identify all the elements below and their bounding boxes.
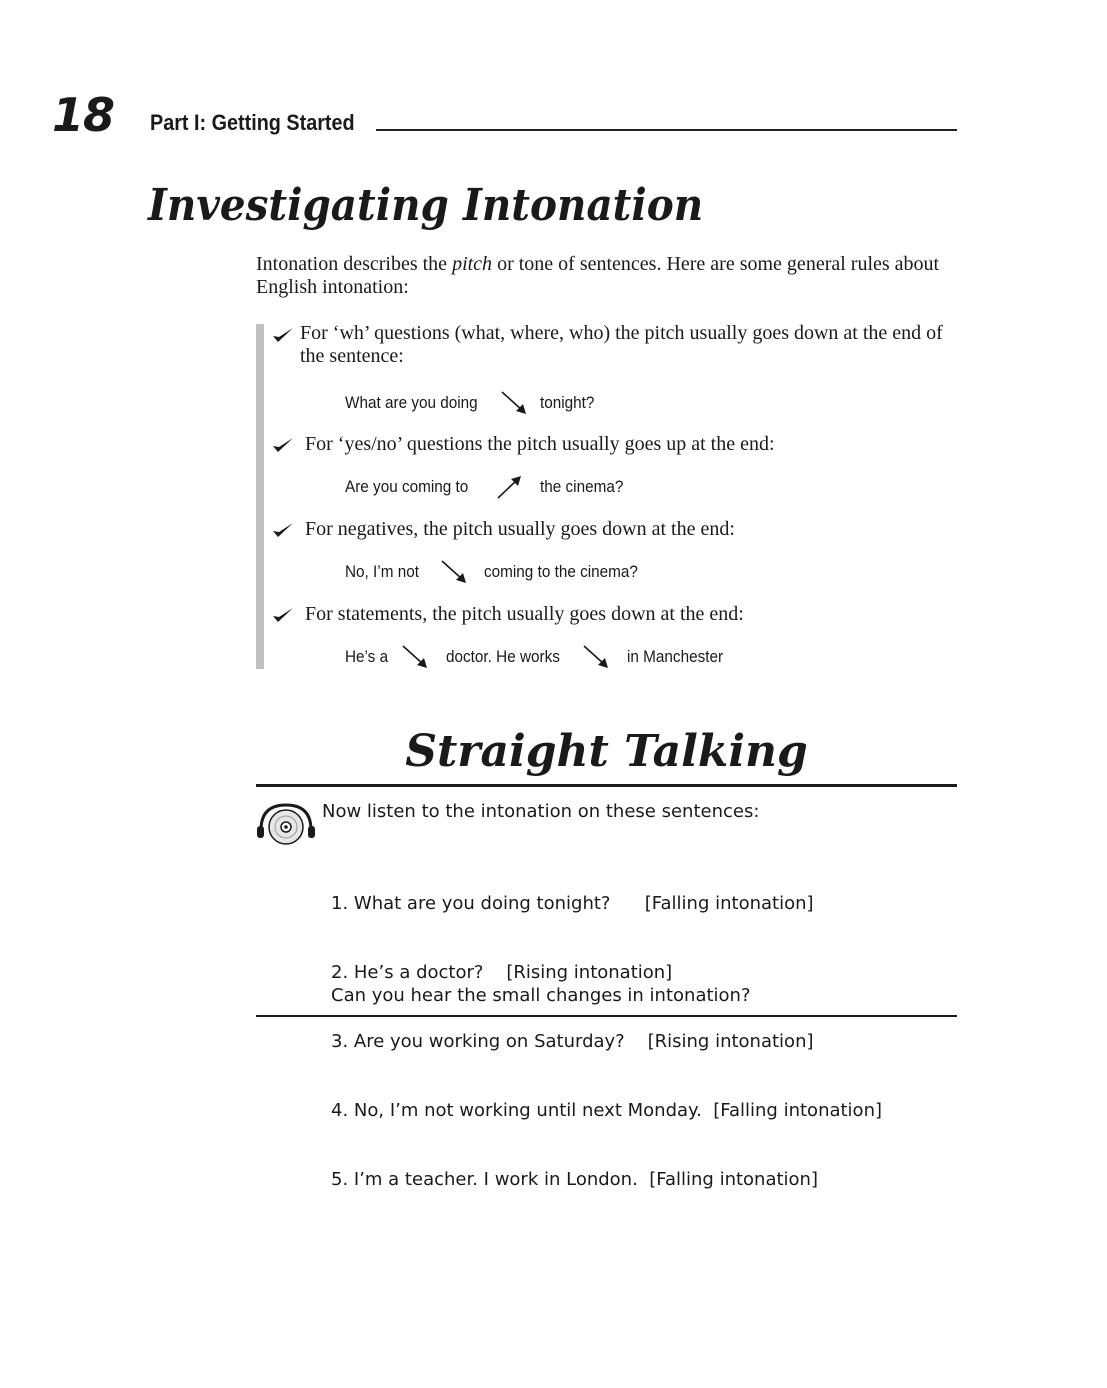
check-icon [272, 326, 294, 344]
box-bottom-rule [256, 1015, 957, 1017]
intro-text-after: or tone of sentences. Here are some general rules about English intonation: [256, 253, 940, 298]
straight-talking-heading: Straight Talking [405, 726, 808, 777]
rule-3-example-part-1: No, I’m not [345, 562, 419, 581]
up-arrow-icon [495, 473, 525, 501]
closing-question: Can you hear the small changes in intonation? [331, 985, 751, 1006]
list-item: 3. Are you working on Saturday? [Rising intonation] [331, 1031, 814, 1052]
rule-4-example-part-2: doctor. He works [446, 647, 560, 666]
rule-2-example-part-1: Are you coming to [345, 477, 469, 496]
rule-4-text: For statements, the pitch usually goes down at the end: [305, 603, 744, 625]
rule-1-example-part-2: tonight? [540, 393, 595, 412]
header-rule [376, 129, 957, 131]
intro-paragraph [256, 253, 946, 299]
rules-sidebar-bar [256, 324, 264, 669]
section-heading: Investigating Intonation [148, 180, 704, 231]
down-arrow-icon [440, 558, 470, 586]
sentence-list [331, 846, 882, 1214]
down-arrow-icon [401, 643, 431, 671]
check-icon [272, 521, 294, 539]
rule-4-example-part-1: He’s a [345, 647, 389, 666]
rule-3-example-part-2: coming to the cinema? [484, 562, 638, 581]
audio-cd-icon [256, 800, 316, 850]
list-item: 2. He’s a doctor? [Rising intonation] [331, 962, 673, 983]
listen-instruction: Now listen to the intonation on these sentences: [322, 801, 760, 822]
rule-1-text: For ‘wh’ questions (what, where, who) the pitch usually goes down at the end of the sentence: [300, 322, 943, 367]
rule-3-text: For negatives, the pitch usually goes down at the end: [305, 518, 735, 540]
list-item: 4. No, I’m not working until next Monday. [Falling intonation] [331, 1100, 883, 1121]
list-item: 1. What are you doing tonight? [Falling intonation] [331, 893, 814, 914]
rule-2-text: For ‘yes/no’ questions the pitch usually goes up at the end: [305, 433, 775, 455]
rule-4-example-part-3: in Manchester [627, 647, 724, 666]
check-icon [272, 436, 294, 454]
page-number: 18 [52, 88, 115, 142]
list-item: 5. I’m a teacher. I work in London. [Falling intonation] [331, 1169, 818, 1190]
intro-emphasis: pitch [452, 253, 493, 275]
down-arrow-icon [500, 389, 530, 417]
intro-text-before: Intonation describes the [256, 253, 453, 275]
rule-1-example-part-1: What are you doing [345, 393, 478, 412]
running-head: Part I: Getting Started [150, 110, 355, 135]
box-top-rule [256, 784, 957, 787]
down-arrow-icon [582, 643, 612, 671]
check-icon [272, 606, 294, 624]
rule-2-example-part-2: the cinema? [540, 477, 624, 496]
